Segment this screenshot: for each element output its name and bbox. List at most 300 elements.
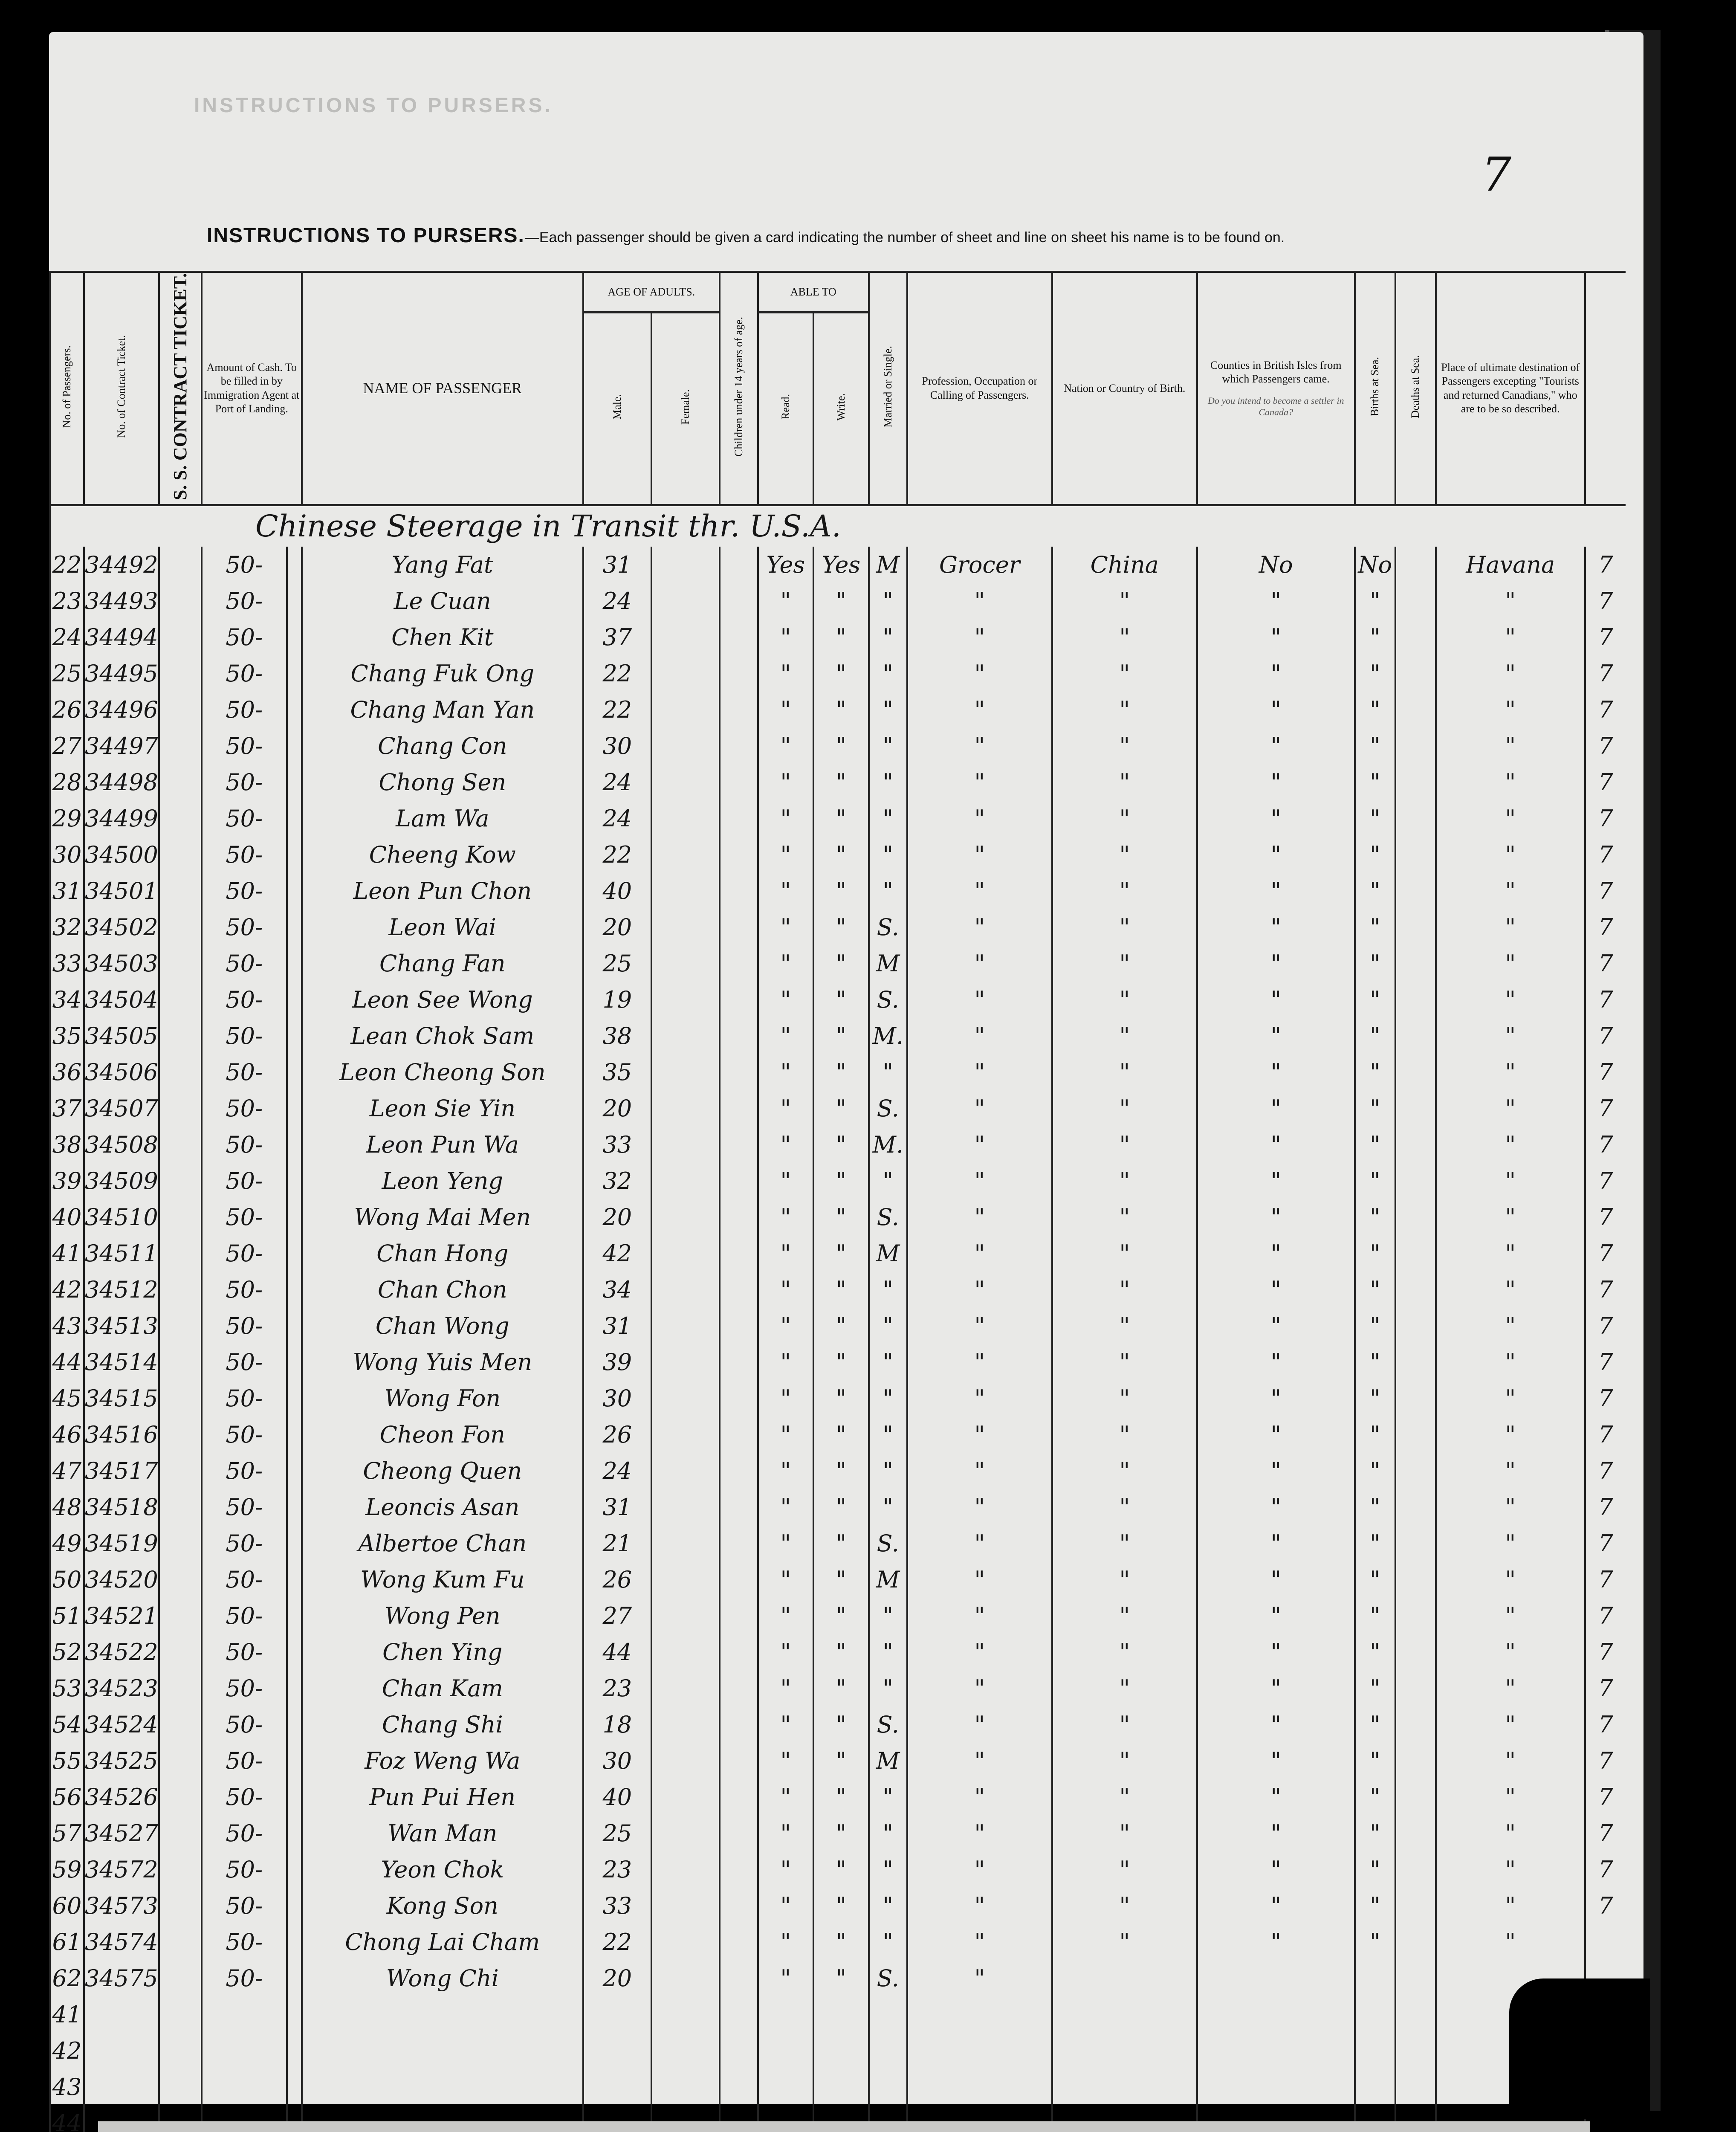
passenger-name: Chang Con [302, 728, 583, 764]
profession: " [907, 1018, 1052, 1054]
age-male: 31 [583, 547, 651, 583]
children-cell [720, 1960, 758, 1996]
ticket-number: 34522 [84, 1634, 159, 1670]
passenger-row [50, 1743, 1626, 1779]
stamp-cell [159, 1815, 202, 1851]
passenger-name: Cheon Fon [302, 1417, 583, 1453]
header-births: Births at Sea. [1369, 356, 1381, 417]
age-female [651, 1380, 720, 1417]
ticket-number: 34521 [84, 1598, 159, 1634]
births-at-sea: " [1355, 1344, 1395, 1380]
cash-cell: 50- [202, 547, 287, 583]
nation: " [1052, 1090, 1197, 1127]
marital-status: " [869, 1380, 907, 1417]
destination: " [1436, 764, 1585, 800]
passenger-name: Leon Yeng [302, 1163, 583, 1199]
deaths-at-sea [1395, 1634, 1436, 1670]
ghost-header-bleedthrough: INSTRUCTIONS TO PURSERS. [194, 94, 553, 117]
children-cell [720, 1489, 758, 1525]
blank-cell [1395, 2069, 1436, 2105]
destination: " [1436, 1561, 1585, 1598]
births-at-sea: " [1355, 1054, 1395, 1090]
ticket-number: 34502 [84, 909, 159, 945]
tally-mark: 7 [1585, 1054, 1626, 1090]
profession: " [907, 909, 1052, 945]
age-male: 44 [583, 1634, 651, 1670]
ticket-number: 34496 [84, 692, 159, 728]
passenger-row [50, 909, 1626, 945]
passenger-name: Chen Kit [302, 619, 583, 655]
age-female [651, 1272, 720, 1308]
blank-cell [869, 1996, 907, 2033]
spacer-cell [287, 982, 302, 1018]
row-number: 30 [50, 837, 84, 873]
nation: " [1052, 800, 1197, 837]
blank-cell [1052, 2069, 1197, 2105]
passenger-name: Pun Pui Hen [302, 1779, 583, 1815]
age-female [651, 1417, 720, 1453]
tally-mark: 7 [1585, 1272, 1626, 1308]
stamp-cell [159, 619, 202, 655]
can-write: " [813, 1561, 869, 1598]
row-number: 44 [50, 1344, 84, 1380]
can-write: " [813, 692, 869, 728]
tally-mark: 7 [1585, 1090, 1626, 1127]
profession: " [907, 1235, 1052, 1272]
profession: " [907, 1199, 1052, 1235]
settler: " [1197, 1054, 1355, 1090]
can-read: " [758, 1127, 813, 1163]
children-cell [720, 1127, 758, 1163]
tally-mark: 7 [1585, 764, 1626, 800]
passenger-row [50, 1054, 1626, 1090]
header-deaths: Deaths at Sea. [1409, 355, 1422, 418]
row-number: 54 [50, 1706, 84, 1743]
age-male: 35 [583, 1054, 651, 1090]
destination: " [1436, 1851, 1585, 1888]
children-cell [720, 1598, 758, 1634]
spacer-cell [287, 1815, 302, 1851]
can-write: " [813, 1380, 869, 1417]
cash-cell: 50- [202, 837, 287, 873]
can-read: " [758, 800, 813, 837]
can-write: " [813, 1453, 869, 1489]
settler: " [1197, 1888, 1355, 1924]
deaths-at-sea [1395, 1743, 1436, 1779]
spacer-cell [287, 1090, 302, 1127]
blank-cell [1355, 2033, 1395, 2069]
header-counties: Counties in British Isles from which Passengers came. [1210, 359, 1342, 385]
stamp-cell [159, 982, 202, 1018]
nation: China [1052, 547, 1197, 583]
spacer-cell [287, 583, 302, 619]
passenger-row [50, 1561, 1626, 1598]
ticket-number: 34516 [84, 1417, 159, 1453]
births-at-sea: " [1355, 1489, 1395, 1525]
profession: " [907, 1417, 1052, 1453]
blank-cell [159, 1996, 202, 2033]
settler: " [1197, 1815, 1355, 1851]
births-at-sea: " [1355, 1561, 1395, 1598]
profession: " [907, 945, 1052, 982]
marital-status: " [869, 1272, 907, 1308]
can-read: " [758, 583, 813, 619]
profession: " [907, 583, 1052, 619]
destination: " [1436, 945, 1585, 982]
passenger-row [50, 982, 1626, 1018]
tally-mark: 7 [1585, 1525, 1626, 1561]
spacer-cell [287, 1561, 302, 1598]
settler: " [1197, 800, 1355, 837]
births-at-sea: " [1355, 837, 1395, 873]
destination: " [1436, 1706, 1585, 1743]
age-female [651, 1670, 720, 1706]
row-number: 46 [50, 1417, 84, 1453]
settler: " [1197, 1634, 1355, 1670]
nation: " [1052, 1598, 1197, 1634]
profession: " [907, 1525, 1052, 1561]
births-at-sea [1355, 1960, 1395, 1996]
cash-cell: 50- [202, 1163, 287, 1199]
row-number: 22 [50, 547, 84, 583]
instructions-text: —Each passenger should be given a card indicating the number of sheet and line on sheet his name is to be found on. [524, 229, 1285, 246]
row-number: 33 [50, 945, 84, 982]
marital-status: S. [869, 1706, 907, 1743]
passenger-name: Leoncis Asan [302, 1489, 583, 1525]
cash-cell: 50- [202, 1453, 287, 1489]
destination: " [1436, 655, 1585, 692]
cash-cell: 50- [202, 1743, 287, 1779]
row-number: 52 [50, 1634, 84, 1670]
births-at-sea: " [1355, 583, 1395, 619]
tally-mark: 7 [1585, 1706, 1626, 1743]
births-at-sea: " [1355, 1090, 1395, 1127]
age-male: 25 [583, 945, 651, 982]
births-at-sea: " [1355, 945, 1395, 982]
deaths-at-sea [1395, 1308, 1436, 1344]
ticket-number: 34518 [84, 1489, 159, 1525]
row-number: 48 [50, 1489, 84, 1525]
nation: " [1052, 1743, 1197, 1779]
age-female [651, 583, 720, 619]
deaths-at-sea [1395, 837, 1436, 873]
blank-cell [758, 1996, 813, 2033]
births-at-sea: " [1355, 1163, 1395, 1199]
profession: " [907, 1344, 1052, 1380]
can-write: " [813, 1127, 869, 1163]
stamp-cell [159, 1743, 202, 1779]
nation: " [1052, 1888, 1197, 1924]
row-number: 45 [50, 1380, 84, 1417]
children-cell [720, 1670, 758, 1706]
spacer-cell [287, 837, 302, 873]
can-read: " [758, 1815, 813, 1851]
deaths-at-sea [1395, 1380, 1436, 1417]
stamp-cell [159, 1598, 202, 1634]
stamp-cell [159, 655, 202, 692]
can-write: " [813, 1163, 869, 1199]
can-read: " [758, 1743, 813, 1779]
destination: " [1436, 1489, 1585, 1525]
passenger-name: Wan Man [302, 1815, 583, 1851]
spacer-cell [287, 1054, 302, 1090]
can-read: " [758, 1634, 813, 1670]
blank-cell [1197, 2069, 1355, 2105]
passenger-name: Chang Shi [302, 1706, 583, 1743]
destination: " [1436, 1380, 1585, 1417]
can-read: " [758, 655, 813, 692]
cash-cell: 50- [202, 873, 287, 909]
destination: " [1436, 1308, 1585, 1344]
age-female [651, 873, 720, 909]
row-number: 36 [50, 1054, 84, 1090]
age-male: 22 [583, 692, 651, 728]
age-female [651, 1308, 720, 1344]
passenger-name: Leon Wai [302, 909, 583, 945]
can-read: " [758, 1489, 813, 1525]
header-profession: Profession, Occupation or Calling of Passengers. [907, 272, 1052, 505]
nation: " [1052, 1018, 1197, 1054]
settler: " [1197, 1199, 1355, 1235]
age-male: 33 [583, 1888, 651, 1924]
spacer-cell [287, 655, 302, 692]
children-cell [720, 1815, 758, 1851]
cash-cell: 50- [202, 1924, 287, 1960]
cash-cell: 50- [202, 909, 287, 945]
blank-cell [1052, 1996, 1197, 2033]
cash-cell: 50- [202, 1670, 287, 1706]
marital-status: S. [869, 1525, 907, 1561]
stamp-cell [159, 1272, 202, 1308]
nation: " [1052, 1272, 1197, 1308]
header-destination: Place of ultimate destination of Passengers excepting "Tourists and returned Canadians," who are to be so described. [1436, 272, 1585, 505]
marital-status: S. [869, 1960, 907, 1996]
row-number: 39 [50, 1163, 84, 1199]
destination: " [1436, 1670, 1585, 1706]
blank-cell [869, 2069, 907, 2105]
nation: " [1052, 1127, 1197, 1163]
passenger-row [50, 1163, 1626, 1199]
age-female [651, 982, 720, 1018]
row-number: 28 [50, 764, 84, 800]
tally-mark: 7 [1585, 1417, 1626, 1453]
deaths-at-sea [1395, 583, 1436, 619]
settler: " [1197, 728, 1355, 764]
deaths-at-sea [1395, 1489, 1436, 1525]
can-write: " [813, 1706, 869, 1743]
row-number: 47 [50, 1453, 84, 1489]
passenger-row [50, 583, 1626, 619]
can-write: " [813, 1960, 869, 1996]
can-read: " [758, 1272, 813, 1308]
destination: " [1436, 1127, 1585, 1163]
blank-cell [1355, 1996, 1395, 2033]
stamp-cell [159, 583, 202, 619]
row-number: 41 [50, 1235, 84, 1272]
stamp-cell [159, 1018, 202, 1054]
instructions-line [207, 224, 1528, 247]
children-cell [720, 1380, 758, 1417]
spacer-cell [287, 1924, 302, 1960]
passenger-row [50, 1199, 1626, 1235]
passenger-name: Chan Wong [302, 1308, 583, 1344]
destination: " [1436, 800, 1585, 837]
nation: " [1052, 945, 1197, 982]
row-number: 24 [50, 619, 84, 655]
tally-mark: 7 [1585, 1235, 1626, 1272]
age-female [651, 800, 720, 837]
can-write: " [813, 1743, 869, 1779]
age-female [651, 1090, 720, 1127]
tally-mark: 7 [1585, 1018, 1626, 1054]
spacer-cell [287, 1888, 302, 1924]
can-write: " [813, 1199, 869, 1235]
can-read: " [758, 692, 813, 728]
ticket-number: 34503 [84, 945, 159, 982]
children-cell [720, 547, 758, 583]
cash-cell: 50- [202, 1235, 287, 1272]
can-write: " [813, 1018, 869, 1054]
spacer-cell [287, 1308, 302, 1344]
age-male: 18 [583, 1706, 651, 1743]
stamp-cell [159, 1380, 202, 1417]
can-write: " [813, 619, 869, 655]
stamp-cell [159, 728, 202, 764]
marital-status: " [869, 1598, 907, 1634]
births-at-sea: " [1355, 764, 1395, 800]
spacer-cell [287, 1344, 302, 1380]
tally-mark: 7 [1585, 1199, 1626, 1235]
nation: " [1052, 1815, 1197, 1851]
stamp-cell [159, 1779, 202, 1815]
marital-status: S. [869, 1090, 907, 1127]
blank-cell [287, 2033, 302, 2069]
settler: " [1197, 1090, 1355, 1127]
destination: " [1436, 1888, 1585, 1924]
children-cell [720, 692, 758, 728]
passenger-row [50, 1598, 1626, 1634]
blank-cell [159, 2033, 202, 2069]
nation: " [1052, 1561, 1197, 1598]
tally-mark: 7 [1585, 1380, 1626, 1417]
stamp-cell [159, 1344, 202, 1380]
ticket-number: 34574 [84, 1924, 159, 1960]
children-cell [720, 1163, 758, 1199]
row-number: 49 [50, 1525, 84, 1561]
destination: " [1436, 1344, 1585, 1380]
births-at-sea: " [1355, 1380, 1395, 1417]
age-male: 27 [583, 1598, 651, 1634]
nation: " [1052, 909, 1197, 945]
blank-cell [758, 2069, 813, 2105]
ticket-number: 34524 [84, 1706, 159, 1743]
age-female [651, 945, 720, 982]
passenger-name: Chan Chon [302, 1272, 583, 1308]
header-male: Male. [610, 394, 623, 420]
passenger-row [50, 1888, 1626, 1924]
stamp-cell [159, 1054, 202, 1090]
births-at-sea: " [1355, 619, 1395, 655]
age-female [651, 619, 720, 655]
blank-cell [159, 2069, 202, 2105]
blank-cell [202, 2033, 287, 2069]
nation: " [1052, 1054, 1197, 1090]
tally-mark: 7 [1585, 619, 1626, 655]
cash-cell: 50- [202, 1815, 287, 1851]
marital-status: M [869, 1561, 907, 1598]
can-read: " [758, 1598, 813, 1634]
deaths-at-sea [1395, 547, 1436, 583]
stamp-cell [159, 945, 202, 982]
destination: " [1436, 583, 1585, 619]
passenger-row [50, 1525, 1626, 1561]
spacer-cell [287, 1743, 302, 1779]
header-name: NAME OF PASSENGER [302, 272, 583, 505]
can-write: " [813, 1272, 869, 1308]
header-no-passengers: No. of Passengers. [60, 345, 73, 428]
marital-status: " [869, 1924, 907, 1960]
marital-status: M [869, 547, 907, 583]
births-at-sea: " [1355, 982, 1395, 1018]
ticket-number: 34517 [84, 1453, 159, 1489]
can-write: " [813, 800, 869, 837]
spacer-cell [287, 1199, 302, 1235]
passenger-row [50, 655, 1626, 692]
nation: " [1052, 692, 1197, 728]
passenger-name: Cheeng Kow [302, 837, 583, 873]
age-male: 21 [583, 1525, 651, 1561]
row-number: 53 [50, 1670, 84, 1706]
cash-cell: 50- [202, 728, 287, 764]
blank-cell [651, 2033, 720, 2069]
children-cell [720, 1706, 758, 1743]
profession: " [907, 837, 1052, 873]
passenger-name: Wong Chi [302, 1960, 583, 1996]
passenger-name: Leon Pun Chon [302, 873, 583, 909]
nation: " [1052, 1163, 1197, 1199]
age-female [651, 1598, 720, 1634]
blank-cell [869, 2033, 907, 2069]
passenger-row [50, 945, 1626, 982]
passenger-name: Wong Yuis Men [302, 1344, 583, 1380]
passenger-row [50, 873, 1626, 909]
spacer-cell [287, 1525, 302, 1561]
blank-cell [287, 1996, 302, 2033]
children-cell [720, 800, 758, 837]
deaths-at-sea [1395, 982, 1436, 1018]
profession: " [907, 1489, 1052, 1525]
deaths-at-sea [1395, 873, 1436, 909]
settler: " [1197, 619, 1355, 655]
profession: " [907, 692, 1052, 728]
nation: " [1052, 837, 1197, 873]
can-write: " [813, 1525, 869, 1561]
births-at-sea: " [1355, 1199, 1395, 1235]
cash-cell: 50- [202, 1489, 287, 1525]
spacer-cell [287, 1489, 302, 1525]
tally-mark: 7 [1585, 909, 1626, 945]
births-at-sea: " [1355, 1453, 1395, 1489]
ticket-number: 34505 [84, 1018, 159, 1054]
age-male: 38 [583, 1018, 651, 1054]
passenger-row [50, 547, 1626, 583]
children-cell [720, 1417, 758, 1453]
passenger-name: Chang Fan [302, 945, 583, 982]
row-number: 61 [50, 1924, 84, 1960]
age-female [651, 728, 720, 764]
ticket-number: 34492 [84, 547, 159, 583]
ticket-number: 34494 [84, 619, 159, 655]
